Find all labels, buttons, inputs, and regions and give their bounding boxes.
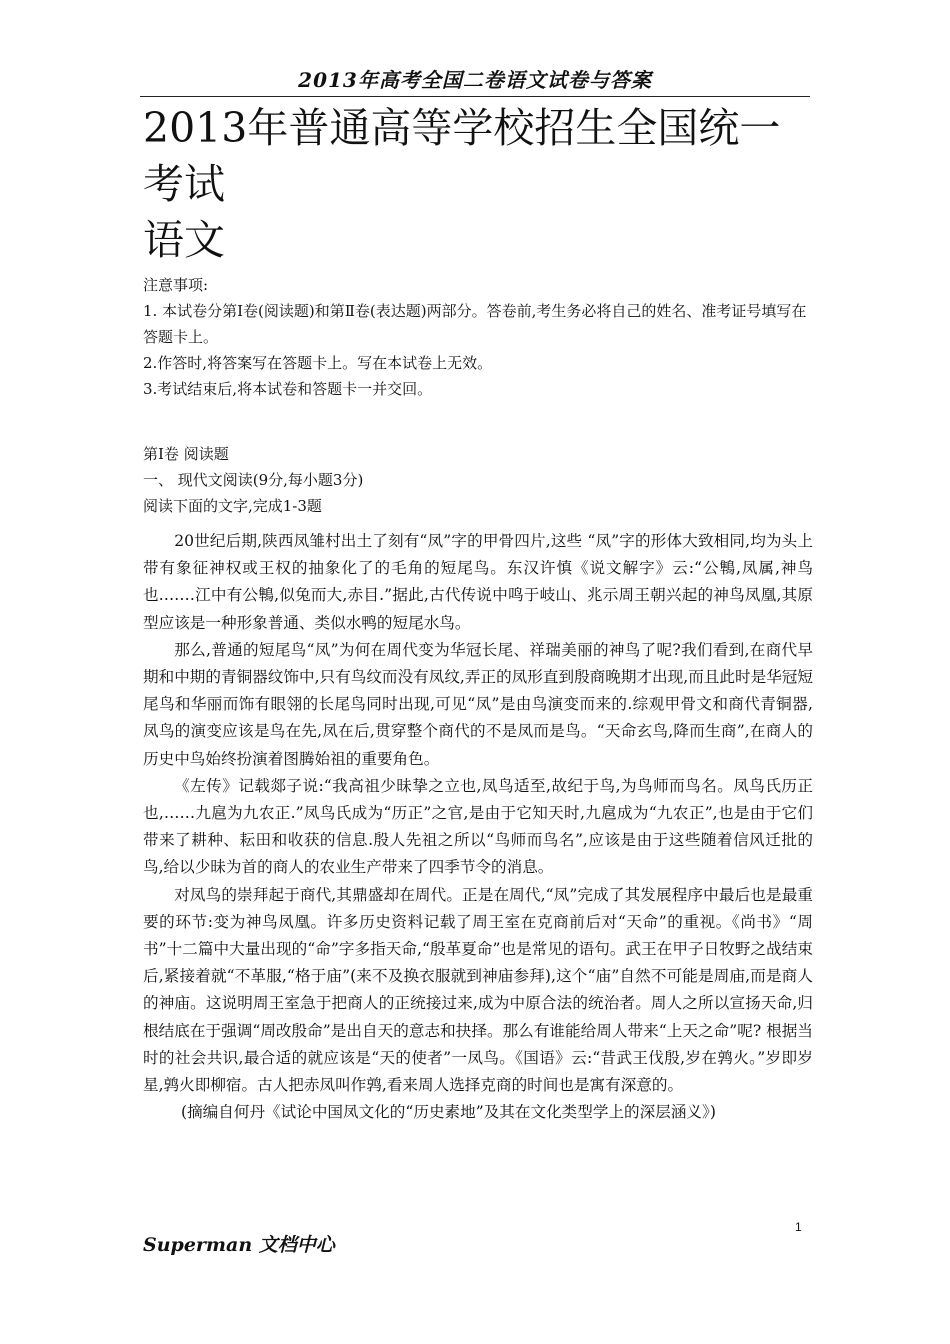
running-header: 2013年高考全国二卷语文试卷与答案 xyxy=(298,68,652,92)
footer-brand: Superman 文档中心 xyxy=(143,1234,335,1256)
page-number: 1 xyxy=(795,1220,802,1234)
exam-title-line2: 语文 xyxy=(143,216,225,264)
passage-paragraph: 那么,普通的短尾鸟“凤”为何在周代变为华冠长尾、祥瑞美丽的神鸟了呢?我们看到,在商代早期和中期的青铜器纹饰中,只有鸟纹而没有凤纹,弄正的凤形直到殷商晚期才出现,而且此时是华冠短尾鸟和华丽而饰有眼翎的长尾鸟同时出现,可见“凤”是由鸟演变而来的.综观甲骨文和商代青铜器,凤鸟的演变应该是鸟在先,凤在后,贯穿整个商代的不是凤而是鸟。“天命玄鸟,降而生商”,在商人的历史中鸟始终扮演着图腾始祖的重要角色。 xyxy=(143,640,813,768)
passage-paragraph: 《左传》记载郯子说:“我高祖少昧挚之立也,凤鸟适至,故纪于鸟,为鸟师而鸟名。凤鸟氏历正也,……九扈为九农正.”凤鸟氏成为“历正”之官,是由于它知天时,九扈成为“九农正”,也是由于它们带来了耕种、耘田和收获的信息.殷人先祖之所以“鸟师而鸟名”,应该是由于这些随着信风迁批的鸟,给以少昧为首的商人的农业生产带来了四季节令的消息。 xyxy=(143,776,813,877)
notes-heading: 注意事项: xyxy=(143,276,209,294)
reading-passage xyxy=(143,528,813,1126)
passage-paragraph: 对凤鸟的崇拜起于商代,其鼎盛却在周代。正是在周代,“凤”完成了其发展程序中最后也是最重要的环节:变为神鸟凤凰。许多历史资料记载了周王室在克商前后对“天命”的重视。《尚书》“周书”十二篇中大量出现的“命”字多指天命,“殷革夏命”也是常见的语句。武王在甲子日牧野之战结束后,紧接着就“不革服,“格于庙”(来不及换衣服就到神庙参拜),这个“庙”自然不可能是周庙,而是商人的神庙。这说明周王室急于把商人的正统接过来,成为中原合法的统治者。周人之所以宣扬天命,归根结底在于强调“周改殷命”是出自天的意志和抉择。那么有谁能给周人带来“上天之命”呢? 根据当时的社会共识,最合适的就应该是“天的使者”一凤鸟。《国语》云:“昔武王伐殷,岁在鹑火。”岁即岁星,鹑火即柳宿。古人把赤凤叫作鹑,看来周人选择克商的时间也是寓有深意的。 xyxy=(143,885,813,1095)
header-divider xyxy=(140,96,810,97)
exam-title xyxy=(143,100,813,268)
notes-item: 1. 本试卷分第Ⅰ卷(阅读题)和第Ⅱ卷(表达题)两部分。答卷前,考生务必将自己的姓名、准考证号填写在答题卡上。 xyxy=(143,302,807,346)
part-title: 第Ⅰ卷 阅读题 xyxy=(143,445,229,463)
passage-paragraph: 20世纪后期,陕西凤雏村出土了刻有“凤”字的甲骨四片,这些 “凤”字的形体大致相同,均为头上带有象征神权或王权的抽象化了的毛角的短尾鸟。东汉许慎《说文解字》云:“公鶽,凤属,神鸟也.……江中有公鶽,似兔而大,赤目.”据此,古代传说中鸣于岐山、兆示周王朝兴起的神鸟凤凰,其原型应该是一种形象普通、类似水鸭的短尾水鸟。 xyxy=(143,532,813,632)
notes-item: 2.作答时,将答案写在答题卡上。写在本试卷上无效。 xyxy=(143,354,493,372)
notes-item: 3.考试结束后,将本试卷和答题卡一并交回。 xyxy=(143,380,433,398)
reading-instruction: 阅读下面的文字,完成1-3题 xyxy=(143,497,322,515)
exam-notes xyxy=(143,272,813,402)
section-heading xyxy=(143,441,813,519)
passage-source: (摘编自何丹《试论中国凤文化的“历史素地”及其在文化类型学上的深层涵义》) xyxy=(181,1103,716,1122)
subsection-title: 一、 现代文阅读(9分,每小题3分) xyxy=(143,471,364,489)
exam-title-line1: 2013年普通高等学校招生全国统一考试 xyxy=(143,104,781,208)
